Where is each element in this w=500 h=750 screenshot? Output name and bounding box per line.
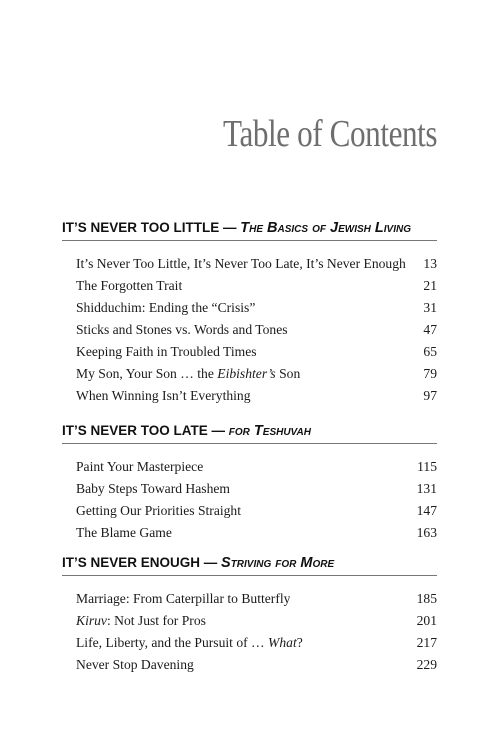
section-heading-main: IT’S NEVER ENOUGH — <box>62 555 222 570</box>
toc-entry-list <box>62 456 437 544</box>
entry-page-number: 131 <box>416 481 437 496</box>
entry-title <box>76 632 303 654</box>
toc-entry[interactable] <box>76 478 437 500</box>
entry-title: Shidduchim: Ending the “Crisis” <box>76 300 256 315</box>
entry-title-italic: Eibishter’s <box>217 366 276 381</box>
entry-title-italic: What <box>268 635 297 650</box>
toc-entry[interactable] <box>76 500 437 522</box>
entry-title: Sticks and Stones vs. Words and Tones <box>76 322 288 337</box>
section-heading <box>62 555 437 576</box>
toc-entry[interactable] <box>76 588 437 610</box>
toc-entry[interactable] <box>76 297 437 319</box>
entry-page-number: 217 <box>416 635 437 650</box>
toc-section-never-too-late <box>62 423 437 544</box>
entry-title: Keeping Faith in Troubled Times <box>76 344 257 359</box>
section-heading-subtitle: for Teshuvah <box>228 423 311 439</box>
entry-title: The Forgotten Trait <box>76 278 183 293</box>
entry-title <box>76 363 300 385</box>
entry-title: Paint Your Masterpiece <box>76 459 204 474</box>
section-heading <box>62 220 437 241</box>
toc-entry[interactable] <box>76 275 437 297</box>
entry-page-number: 229 <box>416 657 437 672</box>
entry-title: Never Stop Davening <box>76 657 194 672</box>
toc-entry[interactable] <box>76 319 437 341</box>
entry-page-number: 79 <box>423 366 437 381</box>
toc-section-never-too-little <box>62 220 437 407</box>
page-title: Table of Contents <box>222 113 437 155</box>
toc-entry[interactable] <box>76 253 437 275</box>
toc-entry[interactable] <box>76 654 437 676</box>
entry-title: It’s Never Too Little, It’s Never Too Late, It’s Never Enough <box>76 256 406 271</box>
entry-page-number: 21 <box>423 278 437 293</box>
entry-page-number: 65 <box>423 344 437 359</box>
entry-title-part: Son <box>275 366 301 381</box>
toc-section-never-enough <box>62 555 437 676</box>
section-heading-main: IT’S NEVER TOO LITTLE — <box>62 220 241 235</box>
entry-page-number: 201 <box>416 613 437 628</box>
entry-title <box>76 610 206 632</box>
toc-entry[interactable] <box>76 363 437 385</box>
entry-title: The Blame Game <box>76 525 172 540</box>
entry-title-part: My Son, Your Son … the <box>76 366 218 381</box>
entry-title-part: ? <box>296 635 303 650</box>
toc-entry-list <box>62 588 437 676</box>
entry-page-number: 185 <box>416 591 437 606</box>
entry-title: When Winning Isn’t Everything <box>76 388 251 403</box>
toc-entry[interactable] <box>76 385 437 407</box>
toc-entry[interactable] <box>76 632 437 654</box>
toc-entry[interactable] <box>76 522 437 544</box>
entry-title: Baby Steps Toward Hashem <box>76 481 230 496</box>
toc-entry[interactable] <box>76 341 437 363</box>
section-heading <box>62 423 437 444</box>
toc-entry[interactable] <box>76 610 437 632</box>
entry-page-number: 147 <box>416 503 437 518</box>
section-heading-subtitle: Striving for More <box>221 555 335 571</box>
entry-title: Marriage: From Caterpillar to Butterfly <box>76 591 291 606</box>
entry-page-number: 31 <box>423 300 437 315</box>
entry-page-number: 47 <box>423 322 437 337</box>
toc-entry[interactable] <box>76 456 437 478</box>
section-heading-main: IT’S NEVER TOO LATE — <box>62 423 229 438</box>
entry-title-part: : Not Just for Pros <box>106 613 206 628</box>
entry-title-part: Life, Liberty, and the Pursuit of … <box>76 635 269 650</box>
entry-page-number: 97 <box>423 388 437 403</box>
entry-page-number: 115 <box>417 459 437 474</box>
entry-title-italic: Kiruv <box>76 613 107 628</box>
entry-page-number: 13 <box>423 256 437 271</box>
section-heading-subtitle: The Basics of Jewish Living <box>240 220 411 236</box>
toc-entry-list <box>62 253 437 407</box>
entry-page-number: 163 <box>416 525 437 540</box>
entry-title: Getting Our Priorities Straight <box>76 503 241 518</box>
